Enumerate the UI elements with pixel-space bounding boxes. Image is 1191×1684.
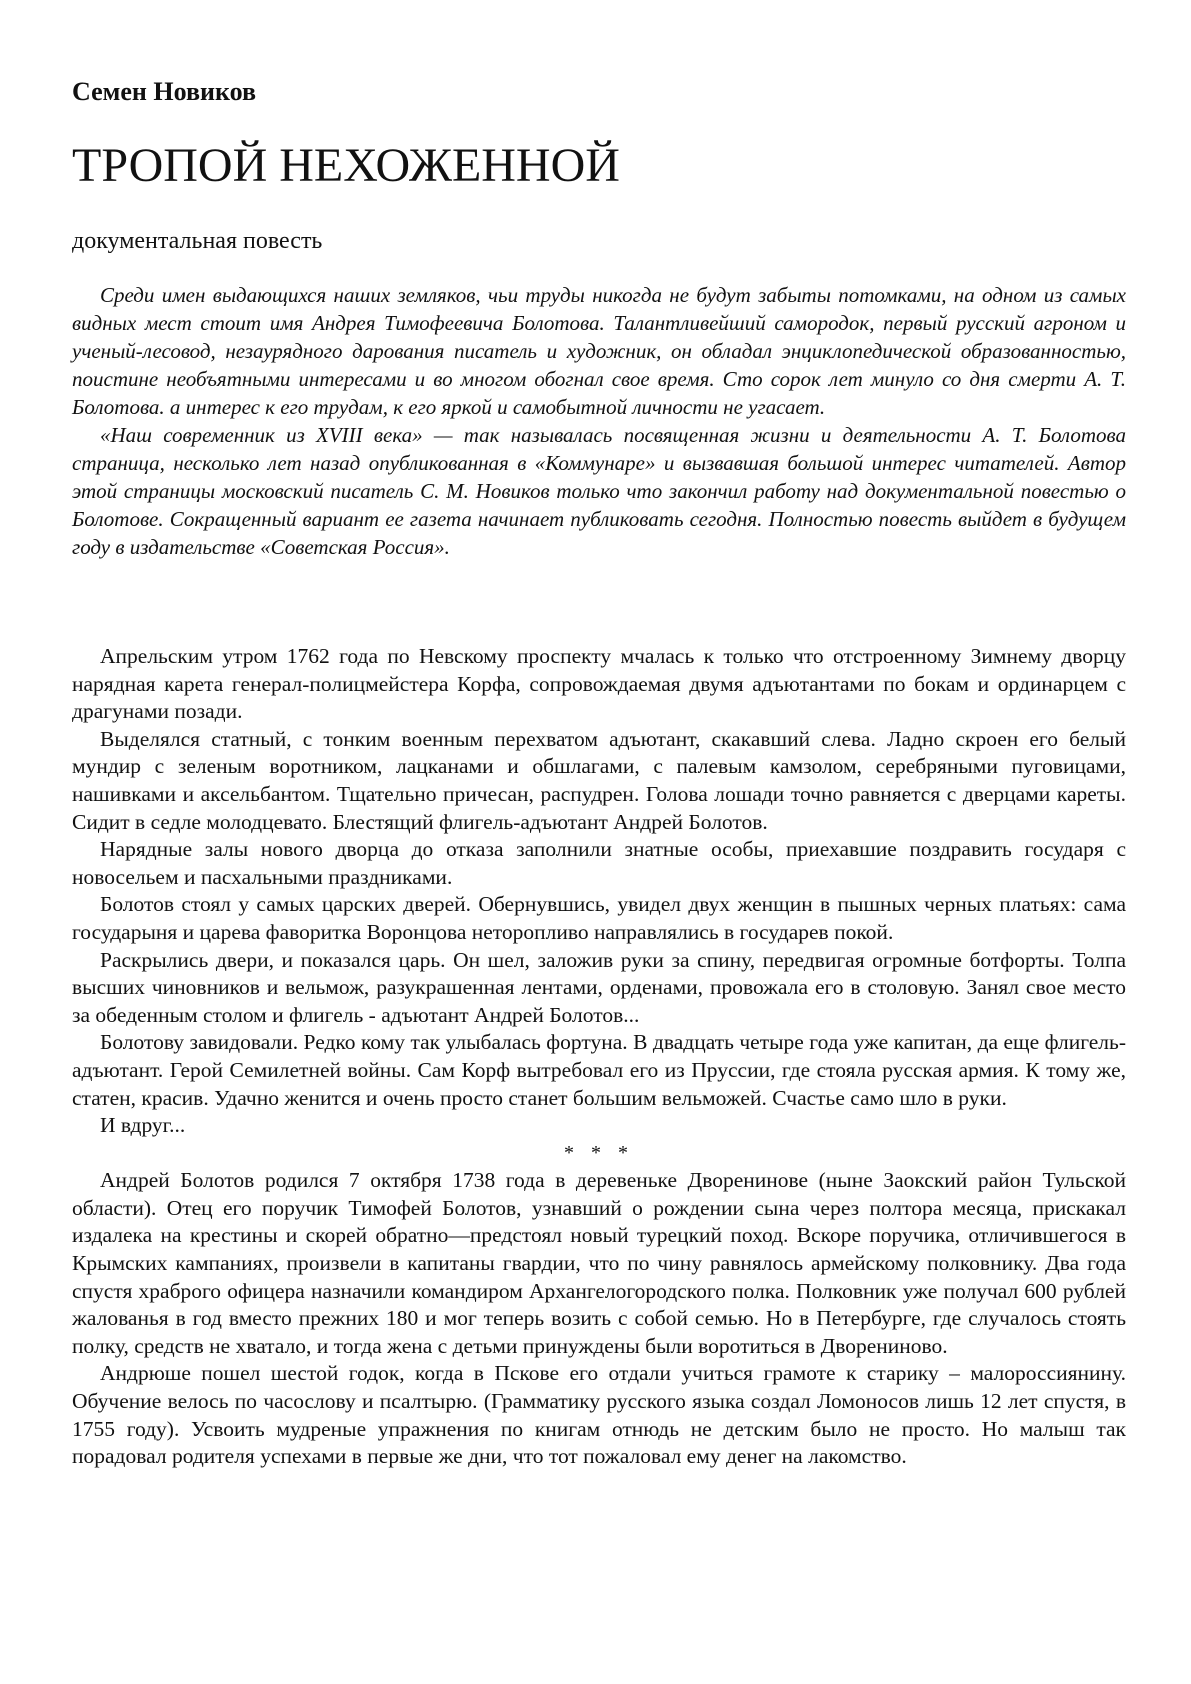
page-title: ТРОПОЙ НЕХОЖЕННОЙ [72, 139, 620, 192]
intro-block [72, 281, 1126, 561]
body-paragraph: Болотову завидовали. Редко кому так улыбалась фортуна. В двадцать четыре года уже капитан, да еще флигель-адъютант. Герой Семилетней войны. Сам Корф вытребовал его из Пруссии, где стояла русская армия. К тому же, статен, красив. Удачно женится и очень просто станет большим вельможей. Счастье само шло в руки. [72, 1030, 1126, 1110]
intro-paragraph: Среди имен выдающихся наших земляков, чьи труды никогда не будут забыты потомками, на одном из самых видных мест стоит имя Андрея Тимофеевича Болотова. Талантливейший самородок, первый русский агроном и ученый-лесовод, незаурядного дарования писатель и художник, он обладал энциклопедической образованностью, поистине необъятными интересами и во многом обогнал свое время. Сто сорок лет минуло со дня смерти А. Т. Болотова. а интерес к его трудам, к его яркой и самобытной личности не угасает. [72, 283, 1126, 419]
story-body [72, 643, 1126, 1471]
body-paragraph: Андрей Болотов родился 7 октября 1738 года в деревеньке Двоpенинове (ныне Заокский район Тульской области). Отец его поручик Тимофей Болотов, узнавший о рождении сына через полтора месяца, прискакал издалека на крестины и скорей обратно—предстоял новый турецкий поход. Вскоре поручика, отличившегося в Крымских кампаниях, произвели в капитаны гвардии, что по чину равнялось армейскому полковнику. Два года спустя храброго офицера назначили командиром Архангелогородского полка. Полковник уже получал 600 рублей жалованья в год вместо прежних 180 и мог теперь возить с собой семью. Но в Петербурге, где случалось стоять полку, средств не хватало, и тогда жена с детьми принуждены были воротиться в Дворениново. [72, 1168, 1126, 1358]
body-paragraph: Болотов стоял у самых царских дверей. Обернувшись, увидел двух женщин в пышных черных платьях: сама государыня и царева фаворитка Воронцова неторопливо направлялись в государев покой. [72, 892, 1126, 944]
body-paragraph: Нарядные залы нового дворца до отказа заполнили знатные особы, приехавшие поздравить государя с новосельем и пасхальными праздниками. [72, 837, 1126, 889]
intro-paragraph: «Наш современник из XVIII века» — так называлась посвященная жизни и деятельности А. Т. Болотова страница, несколько лет назад опубликованная в «Коммунаре» и вызвавшая большой интерес читателей. Автор этой страницы московский писатель С. М. Новиков только что закончил работу над документальной повестью о Болотове. Сокращенный вариант ее газета начинает публиковать сегодня. Полностью повесть выйдет в будущем году в издательстве «Советская Россия». [72, 423, 1126, 559]
body-paragraph: Раскрылись двери, и показался царь. Он шел, заложив руки за спину, передвигая огромные ботфорты. Толпа высших чиновников и вельмож, разукрашенная лентами, орденами, провожала его в столовую. Занял свое место за обеденным столом и флигель - адъютант Андрей Болотов... [72, 947, 1126, 1027]
body-paragraph: Андрюше пошел шестой годок, когда в Пскове его отдали учиться грамоте к старику – малороссиянину. Обучение велось по часослову и псалтырю. (Грамматику русского языка создал Ломоносов лишь 12 лет спустя, в 1755 году). Усвоить мудреные упражнения по книгам отнюдь не детским было не просто. Но малыш так порадовал родителя успехами в первые же дни, что тот пожаловал ему денег на лакомство. [72, 1361, 1126, 1469]
subtitle: документальная повесть [72, 228, 323, 254]
author-name: Семен Новиков [72, 77, 256, 106]
body-paragraph: И вдруг... [100, 1113, 186, 1138]
section-separator: * * * [564, 1141, 634, 1164]
body-paragraph: Апрельским утром 1762 года по Невскому проспекту мчалась к только что отстроенному Зимнему дворцу нарядная карета генерал-полицмейстера Корфа, сопровождаемая двумя адъютантами по бокам и ординарцем с драгунами позади. [72, 644, 1126, 724]
body-paragraph: Выделялся статный, с тонким военным перехватом адъютант, скакавший слева. Ладно скроен его белый мундир с зеленым воротником, лацканами и обшлагами, с палевым камзолом, серебряными пуговицами, нашивками и аксельбантом. Тщательно причесан, распудрен. Голова лошади точно равняется с дверцами кареты. Сидит в седле молодцевато. Блестящий флигель-адъютант Андрей Болотов. [72, 726, 1126, 834]
